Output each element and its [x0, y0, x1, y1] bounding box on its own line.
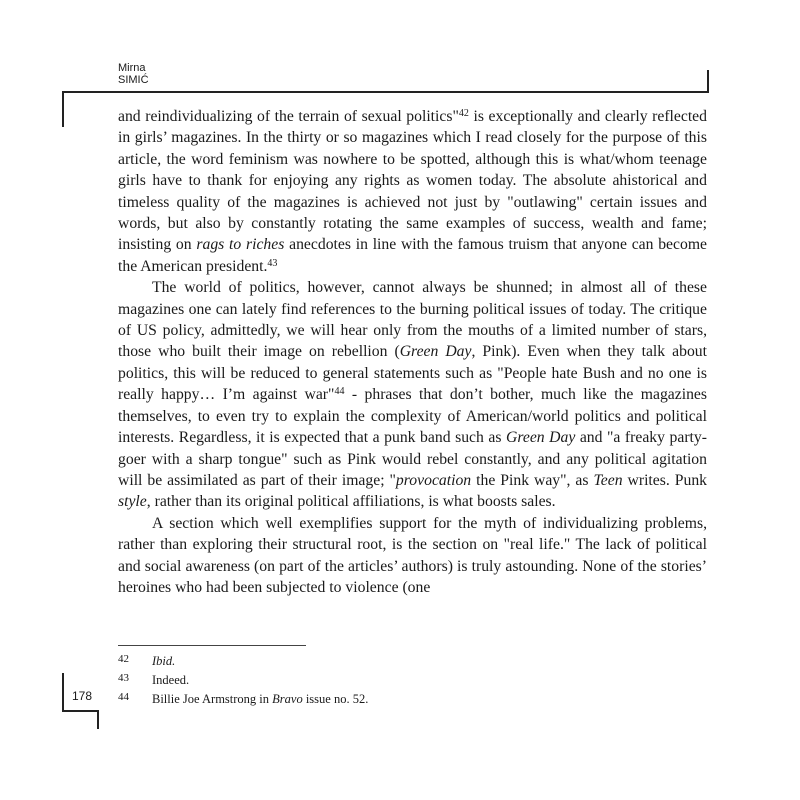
header-rule-horizontal — [62, 91, 709, 93]
footnote-43: 43 Indeed. — [118, 672, 190, 687]
body-text — [118, 106, 707, 598]
footnote-42: 42 Ibid. — [118, 653, 176, 668]
paragraph-1: and reindividualizing of the terrain of sexual politics"$^{42}$ is exceptionally and clearly reflected in girls’ magazines. In the thirty or so magazines which I read closely for the purpose of this article, the word feminism was nowhere to be spotted, although this is what/whom teenage girls have to thank for enjoying any rights as women today. The absolute ahistorical and timeless quality of the magazines is achieved not just by "outlawing" certain issues and words, but also by constantly rotating the same examples of success, wealth and fame; insisting on rags to riches anecdotes in line with the famous truism that anyone can become the American president.$^{43}$ — [118, 108, 707, 275]
paragraph-2: The world of politics, however, cannot always be shunned; in almost all of these magazines one can lately find references to the burning political issues of today. The critique of US policy, admittedly, we will hear only from the mouths of a limited number of stars, those who built their image on rebellion (Green Day, Pink). Even when they talk about politics, this will be reduced to general statements such as "People hate Bush and no one is really happy… I’m against war"$^{44}$ - phrases that don’t bother, much like the magazines themselves, to even try to explain the complexity of American/world politics and political interests. Regardless, it is expected that a punk band such as Green Day and "a freaky party-goer with a sharp tongue" such as Pink would rebel constantly, and any political agitation will be assimilated as part of their image; "provocation the Pink way", as Teen writes. Punk style, rather than its original political affiliations, is what boosts sales. — [118, 279, 708, 511]
footnote-separator — [118, 645, 306, 646]
footer-rule-horizontal — [62, 710, 99, 712]
footnotes — [118, 650, 368, 707]
header-rule-left-tick — [62, 91, 64, 127]
author-last-name: SIMIĆ — [118, 74, 149, 86]
page-number: 178 — [72, 689, 93, 703]
footnote-ref-42: 42 — [458, 108, 469, 119]
paragraph-3: A section which well exemplifies support for the myth of individualizing problems, rather than exploring their structural root, is the section on "real life." The lack of political and social awareness (on part of the articles’ authors) is truly astounding. None of the stories’ heroines who had been subjected to violence (one — [118, 514, 707, 596]
header-rule-right-tick — [707, 70, 709, 92]
footnote-ref-44: 44 — [334, 386, 345, 398]
footnote-ref-43: 43 — [267, 257, 278, 269]
footnote-44: 44 Billie Joe Armstrong in Bravo issue no. 52. — [118, 691, 369, 706]
footer-rule-left-tick — [62, 673, 64, 711]
author-first-name: Mirna — [118, 62, 146, 74]
running-header-author — [118, 62, 149, 86]
footer-rule-right-tick — [97, 710, 99, 729]
